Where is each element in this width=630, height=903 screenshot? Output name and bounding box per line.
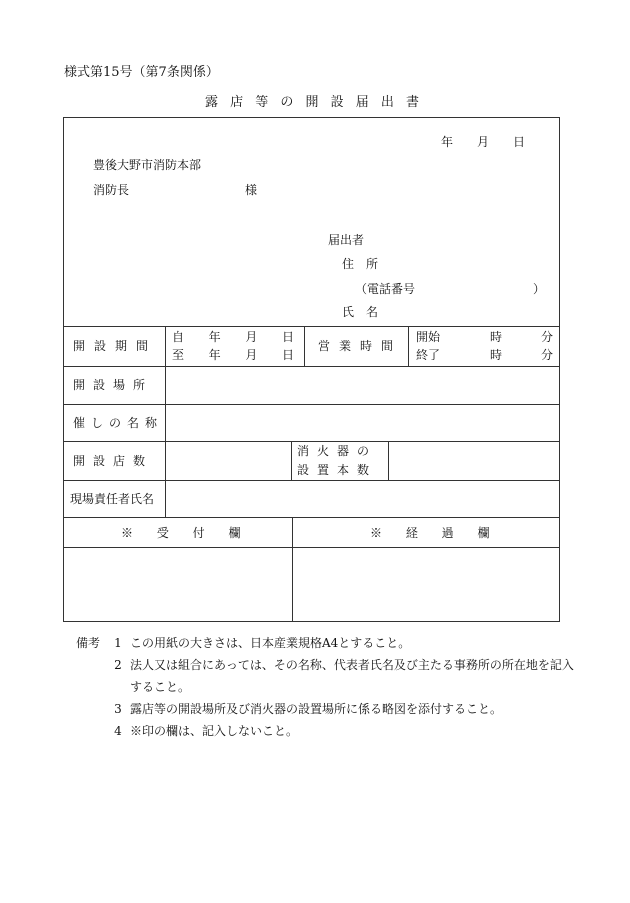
note-number: 3 bbox=[114, 702, 122, 716]
period-to-year: 年 bbox=[208, 348, 221, 362]
note-text: この用紙の大きさは、日本産業規格A4とすること。 bbox=[130, 636, 411, 650]
page-title: 露 店 等 の 開 設 届 出 書 bbox=[205, 95, 424, 110]
period-from-year: 年 bbox=[208, 330, 221, 344]
extinguisher-label-line2: 設置本数 bbox=[297, 463, 378, 477]
note-text: 露店等の開設場所及び消火器の設置場所に係る略図を添付すること。 bbox=[130, 702, 503, 716]
form-id: 様式第15号（第7条関係） bbox=[64, 65, 219, 80]
note-item-4 bbox=[76, 720, 576, 742]
period-to-month: 月 bbox=[245, 348, 258, 362]
date-month: 月 bbox=[476, 135, 489, 149]
period-to-row bbox=[172, 349, 294, 361]
hours-start-prefix: 開始 bbox=[416, 330, 441, 344]
period-label bbox=[73, 339, 158, 353]
period-from-month: 月 bbox=[245, 330, 258, 344]
extinguisher-label-line1: 消火器の bbox=[297, 444, 378, 458]
note-number: 1 bbox=[114, 636, 122, 650]
applicant-address-label: 住 所 bbox=[342, 257, 379, 271]
store-count-label: 開設店数 bbox=[73, 454, 154, 468]
note-item-1 bbox=[76, 632, 576, 654]
hours-end-hour: 時 bbox=[490, 348, 503, 362]
note-number: 4 bbox=[114, 724, 122, 738]
period-from-row bbox=[172, 331, 294, 343]
addressee-sama: 様 bbox=[245, 183, 258, 197]
note-item-3 bbox=[76, 698, 576, 720]
applicant-phone-close: ） bbox=[533, 282, 546, 296]
note-text: 法人又は組合にあっては、その名称、代表者氏名及び主たる事務所の所在地を記入すること。 bbox=[130, 658, 574, 694]
notes bbox=[76, 632, 576, 742]
hours-end-minute: 分 bbox=[541, 348, 554, 362]
period-to-prefix: 至 bbox=[172, 348, 185, 362]
applicant-name-label: 氏 名 bbox=[342, 305, 379, 319]
addressee-line1: 豊後大野市消防本部 bbox=[93, 158, 202, 172]
hours-end-prefix: 終了 bbox=[416, 348, 441, 362]
applicant-phone-label: （電話番号 bbox=[355, 282, 416, 296]
date-line bbox=[441, 136, 525, 148]
period-from-day: 日 bbox=[281, 330, 294, 344]
period-to-day: 日 bbox=[281, 348, 294, 362]
note-item-2 bbox=[76, 654, 576, 698]
notes-head: 備考 bbox=[76, 636, 101, 650]
manager-label: 現場責任者氏名 bbox=[70, 492, 155, 506]
location-label: 開設場所 bbox=[73, 378, 154, 392]
progress-label: ※ 経 過 欄 bbox=[370, 526, 500, 540]
addressee-line2: 消防長 bbox=[93, 183, 130, 197]
date-year: 年 bbox=[441, 135, 454, 149]
business-hours-label: 営業時間 bbox=[318, 339, 403, 353]
event-name-label: 催しの名称 bbox=[73, 416, 164, 430]
applicant-label: 届出者 bbox=[328, 233, 365, 247]
note-number: 2 bbox=[114, 658, 122, 672]
hours-start-hour: 時 bbox=[490, 330, 503, 344]
reception-label: ※ 受 付 欄 bbox=[121, 526, 251, 540]
note-text: ※印の欄は、記入しないこと。 bbox=[130, 724, 299, 738]
date-day: 日 bbox=[512, 135, 525, 149]
period-from-prefix: 自 bbox=[172, 330, 185, 344]
hours-start-minute: 分 bbox=[541, 330, 554, 344]
period-label-text: 開設期間 bbox=[73, 339, 158, 353]
